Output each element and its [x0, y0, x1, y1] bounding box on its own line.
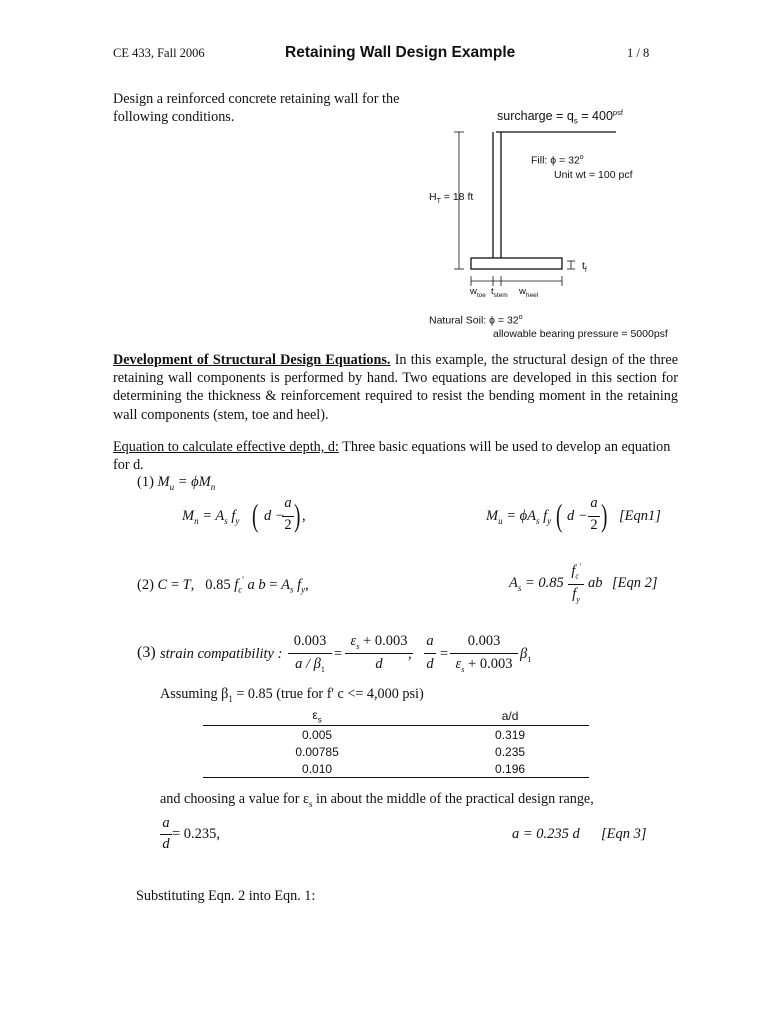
natural-soil-label: Natural Soil: $\phi = 32^o$	[429, 314, 523, 327]
table-cell: 0.196	[431, 760, 589, 778]
fill-unit-weight: Unit wt = 100 pcf	[554, 169, 633, 181]
table-cell: 0.005	[302, 728, 333, 743]
stem-thickness-label: $t_{stem}$	[491, 286, 508, 299]
development-paragraph: Development of Structural Design Equations. In this example, the structural design of the three retaining wall components is performed by hand. Two equations are developed in this section for determining the thickness & reinforcement required to resist the bending moment in the retaining wall components (stem, toe and heel).	[113, 352, 678, 423]
table-row	[203, 743, 589, 760]
footing-thickness-label: $t_f$	[582, 260, 587, 275]
effective-depth-heading: Equation to calculate effective depth, d:	[113, 439, 339, 455]
surcharge-label: surcharge = $q_s = 400^{psf}$	[497, 108, 623, 126]
eqn2-label: [Eqn 2]	[612, 575, 658, 591]
wall-height-label: $H_T = 18$ ft	[429, 191, 474, 206]
table-cell: 0.235	[495, 745, 526, 760]
table-row	[203, 726, 589, 744]
eqn1-label: [Eqn1]	[619, 508, 661, 524]
table-cell: 0.319	[495, 728, 526, 743]
eqn3-label: [Eqn 3]	[601, 826, 647, 842]
strain-table	[203, 706, 589, 778]
effective-depth-paragraph: Equation to calculate effective depth, d: Three basic equations will be used to develop an equation for d.	[113, 439, 671, 474]
assumption-text: Assuming $\beta_1 = 0.85$ (true for f' c <= 4,000 psi)	[160, 686, 424, 704]
page-number: 1 / 8	[627, 46, 650, 60]
a-equation: a = 0.235 d	[512, 826, 580, 842]
toe-width-label: $w_{toe}$	[470, 286, 486, 299]
choosing-text: and choosing a value for $\varepsilon_s$ in about the middle of the practical design range,	[160, 791, 594, 809]
col-ad-header: a/d	[431, 706, 589, 726]
table-cell: 0.00785	[295, 745, 339, 760]
page-title: Retaining Wall Design Example	[285, 44, 516, 61]
col-strain-header: $\varepsilon_s$	[203, 706, 431, 726]
fill-properties: Fill: $\phi = 32^o$	[531, 154, 584, 167]
table-header-row	[203, 706, 589, 726]
heel-width-label: $w_{heel}$	[519, 286, 539, 299]
development-heading: Development of Structural Design Equations.	[113, 352, 391, 368]
intro-text: Design a reinforced concrete retaining wall for the following conditions.	[113, 91, 400, 126]
table-cell: 0.010	[203, 760, 431, 778]
retaining-wall-drawing	[440, 105, 700, 345]
footing-outline	[471, 258, 562, 269]
equation-1: (1) $M_u = \phi M_n$	[137, 474, 216, 492]
bearing-pressure-label: allowable bearing pressure = 5000psf	[493, 328, 668, 340]
course-label: CE 433, Fall 2006	[113, 46, 205, 60]
table-row	[203, 760, 589, 778]
substituting-text: Substituting Eqn. 2 into Eqn. 1:	[136, 888, 316, 904]
